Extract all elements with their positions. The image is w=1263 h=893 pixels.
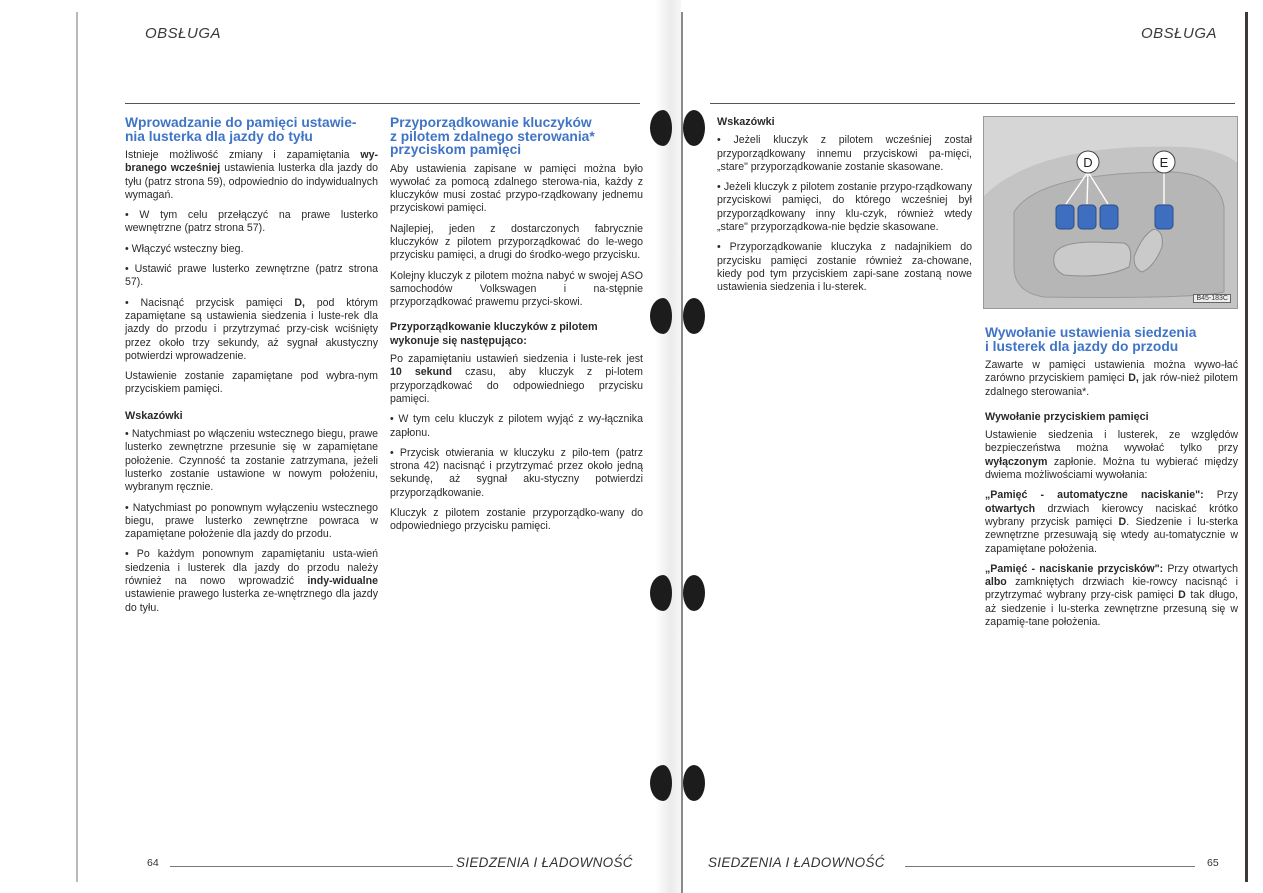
- binding-hole: [650, 765, 672, 801]
- tip-item: • Jeżeli kluczyk z pilotem wcześniej został przyporządkowany innemu przyciskowi pa-mięci, „stare" przyporządkowanie zostanie skasowane.: [717, 134, 972, 173]
- subheading: Wywołanie przyciskiem pamięci: [985, 410, 1149, 423]
- bold-text: wy-branego wcześniej: [125, 149, 378, 175]
- bold-text: „Pamięć - naciskanie przycisków":: [985, 562, 1164, 575]
- tip-item: • Natychmiast po ponownym wyłączeniu wstecznego biegu, prawe lusterko zewnętrzne powraca w zapamiętane położenie dla jazdy do przodu.: [125, 501, 378, 541]
- book-spine: [681, 12, 683, 893]
- left-top-rule: [125, 103, 640, 104]
- left-column-1: [125, 116, 378, 622]
- tip-item: • Przyporządkowanie kluczyka z nadajnikiem do przycisku pamięci zostanie również za-chowane, kiedy pod tym przyciskiem zapi-sane zostaną nowe ustawienia siedzenia i lu-sterek.: [717, 241, 972, 294]
- subheading: Przyporządkowanie kluczyków z pilotem wykonuje się następująco:: [390, 321, 598, 347]
- paragraph: [125, 149, 378, 202]
- text: Po zapamiętaniu ustawień siedzenia i luste-rek jest: [390, 353, 643, 366]
- bold-text: indy-widualne: [307, 575, 378, 588]
- title-line: przyciskom pamięci: [390, 142, 522, 157]
- bold-text: D,: [1128, 372, 1139, 385]
- bullet-item: • Ustawić prawe lusterko zewnętrzne (patrz strona 57).: [125, 263, 378, 289]
- title-line: Wywołanie ustawienia siedzenia: [985, 325, 1197, 340]
- left-page-header: OBSŁUGA: [145, 25, 222, 42]
- tips-heading: Wskazówki: [125, 409, 183, 422]
- bullet-item: [125, 297, 378, 363]
- text: drzwiach kierowcy naciskać krótko wybrany przycisk pamięci: [985, 502, 1238, 528]
- paragraph: Kolejny kluczyk z pilotem można nabyć w swojej ASO samochodów Volkswagen i na-stępnie przyporządkować prawemu przyci-skowi.: [390, 269, 643, 309]
- left-page-edge: [76, 12, 78, 882]
- paragraph: [985, 563, 1238, 629]
- paragraph: [985, 429, 1238, 482]
- title-line: nia lusterka dla jazdy do tyłu: [125, 128, 313, 144]
- binding-hole: [683, 110, 705, 146]
- text: zapłonie. Można tu wybierać między dwiema możliwościami wywołania:: [985, 455, 1238, 482]
- left-footer-title: SIEDZENIA I ŁADOWNOŚĆ: [456, 855, 633, 870]
- callout-d-label: D: [1083, 155, 1093, 170]
- right-page-number: 65: [1207, 857, 1219, 869]
- memory-button-1: [1056, 205, 1074, 229]
- paragraph: Kluczyk z pilotem zostanie przyporządko-wany do odpowiedniego przycisku pamięci.: [390, 507, 643, 533]
- left-column-2: [390, 116, 643, 541]
- right-page-edge: [1245, 12, 1248, 882]
- bold-text: „Pamięć - automatyczne naciskanie":: [985, 489, 1204, 502]
- title-line: i lusterek dla jazdy do przodu: [985, 338, 1179, 354]
- right-column-1: [717, 116, 972, 302]
- text: ustawienie prawego lusterka ze-wnętrznego dla jazdy do tyłu.: [125, 588, 378, 614]
- right-page-header: OBSŁUGA: [1141, 25, 1218, 42]
- text: pod którym zapamiętane są ustawienia siedzenia i luste-rek dla jazdy do przodu i przytrzymać przy-cisk wciśnięty przez około trzy sekundy, aż sygnał akustyczny potwierdzi wprowadzenie.: [125, 296, 378, 362]
- bold-text: wyłączonym: [985, 455, 1048, 468]
- paragraph: [985, 359, 1238, 399]
- bullet-item: • W tym celu kluczyk z pilotem wyjąć z wy-łącznika zapłonu.: [390, 413, 643, 439]
- figure-code: B45-183C: [1193, 294, 1231, 303]
- set-button-e: [1155, 205, 1173, 229]
- right-column-2: [985, 326, 1238, 636]
- tip-item: [125, 548, 378, 614]
- memory-buttons-figure: [983, 116, 1238, 309]
- bullet-item: • Włączyć wsteczny bieg.: [125, 242, 244, 255]
- text: • Po każdym ponownym zapamiętaniu usta-wień siedzenia i lusterek dla jazdy do przodu należy również na nowo wprowadzić: [125, 548, 378, 588]
- tips-heading: Wskazówki: [717, 116, 775, 128]
- tip-item: • Jeżeli kluczyk z pilotem zostanie przypo-rządkowany przyciskowi pamięci, do którego wcześniej był przyporządkowany inny klu-czyk, również wtedy „stare" przyporządkowa-nie będzie skasowane.: [717, 181, 972, 234]
- paragraph: Najlepiej, jeden z dostarczonych fabrycznie kluczyków z pilotem przyporządkować do le-wego przycisku pamięci, a drugi do środko-wego przycisku.: [390, 222, 643, 262]
- bullet-item: • Przycisk otwierania w kluczyku z pilo-tem (patrz strona 42) nacisnąć i przytrzymać przez około jedną sekundę, aż sygnał aku-styczny potwierdzi przyporządkowanie.: [390, 446, 643, 499]
- memory-button-2: [1078, 205, 1096, 229]
- paragraph: [390, 353, 643, 406]
- bullet-item: • W tym celu przełączyć na prawe lusterko wewnętrzne (patrz strona 57).: [125, 209, 378, 235]
- bold-text: D: [1178, 589, 1186, 602]
- section-title-rear-mirror: [125, 116, 378, 143]
- text: • Nacisnąć przycisk pamięci: [125, 296, 295, 309]
- text: Zawarte w pamięci ustawienia można wywo-łać zarówno przyciskiem pamięci: [985, 359, 1238, 385]
- right-footer-line: [905, 866, 1195, 867]
- binding-hole: [650, 110, 672, 146]
- section-title-recall-settings: [985, 326, 1238, 353]
- paragraph: Ustawienie zostanie zapamiętane pod wybra-nym przyciskiem pamięci.: [125, 370, 378, 396]
- bold-text: otwartych: [985, 502, 1036, 515]
- paragraph: [985, 489, 1238, 555]
- left-page-number: 64: [147, 857, 159, 869]
- text: Ustawienie siedzenia i lusterek, ze względów bezpieczeństwa można wywołać tylko przy: [985, 429, 1238, 455]
- binding-hole: [650, 298, 672, 334]
- text: czasu, aby kluczyk z pi-lotem przyporządkować do odpowiedniego przycisku pamięci.: [390, 366, 643, 405]
- text: Przy: [1203, 489, 1238, 502]
- binding-hole: [650, 575, 672, 611]
- memory-button-3: [1100, 205, 1118, 229]
- title-line: Przyporządkowanie kluczyków: [390, 115, 592, 130]
- door-panel-illustration: [984, 117, 1237, 308]
- text: zamkniętych drzwiach kie-rowcy nacisnąć i przytrzymać wybrany przy-cisk pamięci: [985, 576, 1238, 602]
- text: jak rów-nież pilotem zdalnego sterowania*.: [985, 372, 1238, 398]
- section-title-key-assignment: [390, 116, 643, 157]
- title-line: z pilotem zdalnego sterowania*: [390, 128, 595, 144]
- text: Istnieje możliwość zmiany i zapamiętania: [125, 149, 361, 161]
- left-footer-line: [170, 866, 453, 867]
- text: . Siedzenie i lu-sterka zewnętrzne przesuwają się wtedy au-tomatycznie w zapamiętane położenia.: [985, 515, 1238, 555]
- text: tak długo, aż siedzenie i lu-sterka zewnętrzne przesuną się w zapamię-tane położenia.: [985, 589, 1238, 629]
- bold-text: 10 sekund: [390, 366, 452, 379]
- bold-text: D: [1118, 515, 1127, 528]
- bold-text: albo: [985, 576, 1007, 589]
- callout-e-label: E: [1159, 155, 1169, 170]
- tip-item: • Natychmiast po włączeniu wstecznego biegu, prawe lusterko zewnętrzne przesunie się w zapamiętane położenie. Czynność ta zostanie zatrzymana, jeżeli lusterko zostanie ustawione w nowym położeniu, wybranym ręcznie.: [125, 428, 378, 494]
- text: Przy otwartych: [1163, 562, 1238, 575]
- right-top-rule: [710, 103, 1235, 104]
- binding-hole: [683, 298, 705, 334]
- bold-text: D,: [294, 296, 305, 309]
- binding-hole: [683, 765, 705, 801]
- title-line: Wprowadzanie do pamięci ustawie-: [125, 115, 357, 130]
- paragraph: Aby ustawienia zapisane w pamięci można było wywołać za pomocą zdalnego sterowa-nia, każdy z kluczyków musi zostać przypo-rządkowany jednemu przyciskowi pamięci.: [390, 162, 643, 215]
- text: ustawienia lusterka dla jazdy do tyłu (patrz strona 59), odpowiednio do indywidualnych wymagań.: [125, 162, 378, 201]
- right-footer-title: SIEDZENIA I ŁADOWNOŚĆ: [708, 855, 885, 870]
- binding-hole: [683, 575, 705, 611]
